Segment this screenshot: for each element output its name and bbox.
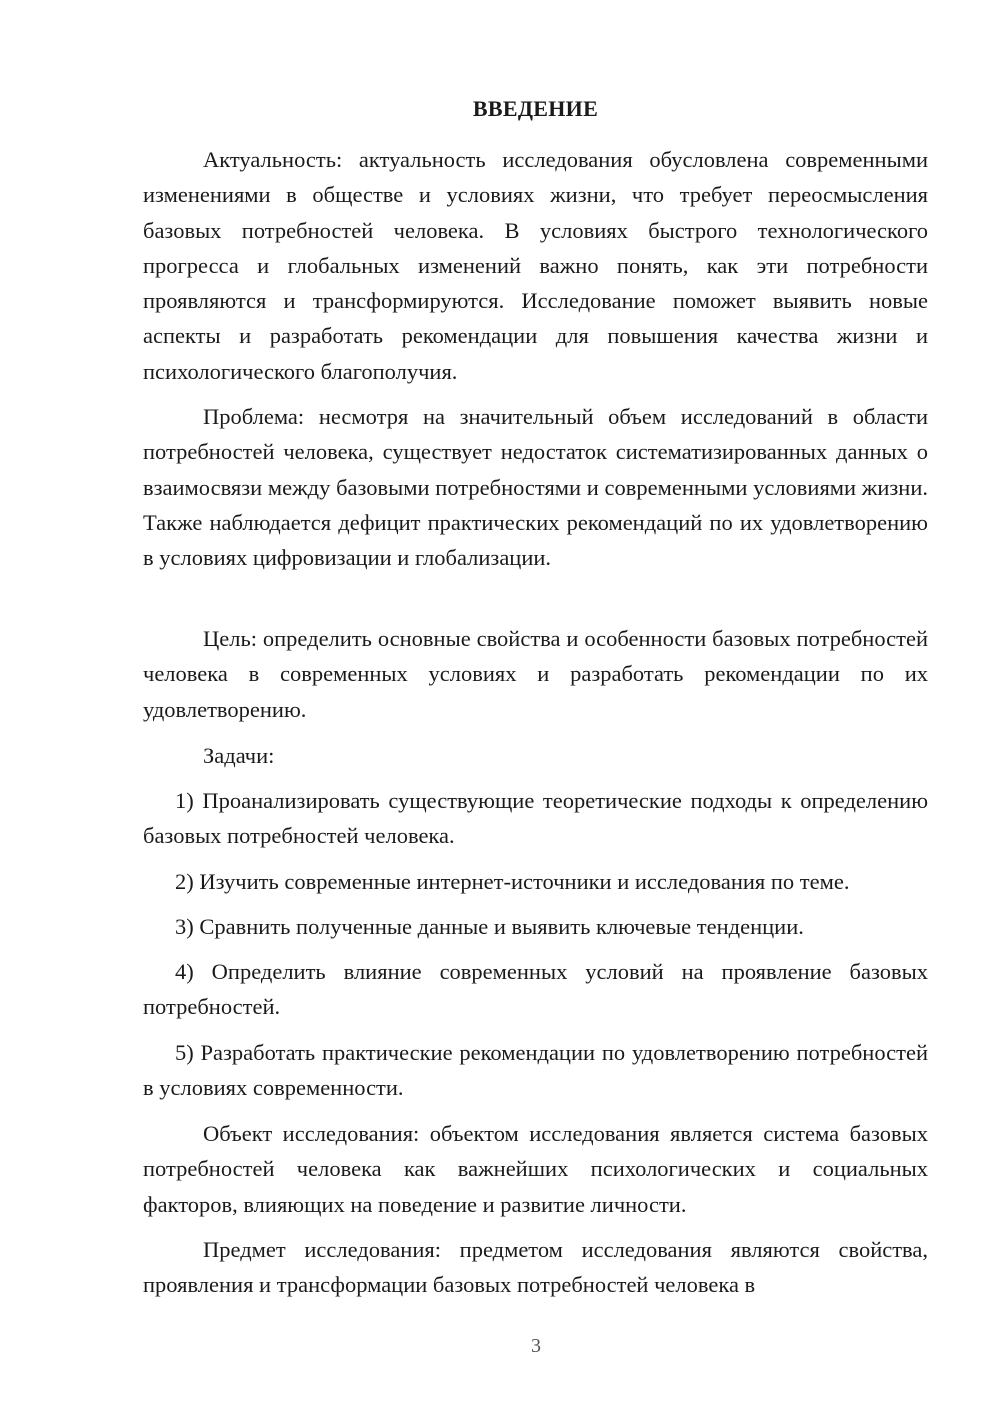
tasks-heading: Задачи: <box>203 743 275 768</box>
page-title: ВВЕДЕНИЕ <box>472 96 599 121</box>
problem-paragraph: Проблема: несмотря на значительный объем исследований в области потребностей человека, существует недостаток систематизированных данных о взаимосвязи между базовыми потребностями и современными условиями жизни. Также наблюдается дефицит практических рекомендаций по их удовлетворению в условиях цифровизации и глобализации. <box>143 404 928 571</box>
task-item-2: 2) Изучить современные интернет-источники и исследования по теме. <box>175 869 850 894</box>
object-paragraph: Объект исследования: объектом исследования является система базовых потребностей человека как важнейших психологических и социальных факторов, влияющих на поведение и развитие личности. <box>143 1121 928 1217</box>
task-item-3: 3) Сравнить полученные данные и выявить ключевые тенденции. <box>175 914 804 939</box>
relevance-paragraph: Актуальность: актуальность исследования обусловлена современными изменениями в обществе и условиях жизни, что требует переосмысления базовых потребностей человека. В условиях быстрого технологического прогресса и глобальных изменений важно понять, как эти потребности проявляются и трансформируются. Исследование поможет выявить новые аспекты и разработать рекомендации для повышения качества жизни и психологического благополучия. <box>143 147 928 384</box>
goal-paragraph: Цель: определить основные свойства и особенности базовых потребностей человека в современных условиях и разработать рекомендации по их удовлетворению. <box>143 626 928 722</box>
subject-paragraph: Предмет исследования: предметом исследования являются свойства, проявления и трансформации базовых потребностей человека в <box>143 1237 928 1298</box>
task-item-4: 4) Определить влияние современных условий на проявление базовых потребностей. <box>143 959 928 1020</box>
task-item-1: 1) Проанализировать существующие теоретические подходы к определению базовых потребностей человека. <box>143 788 928 849</box>
task-item-5: 5) Разработать практические рекомендации по удовлетворению потребностей в условиях современности. <box>143 1040 928 1101</box>
page-number: 3 <box>531 1335 541 1357</box>
